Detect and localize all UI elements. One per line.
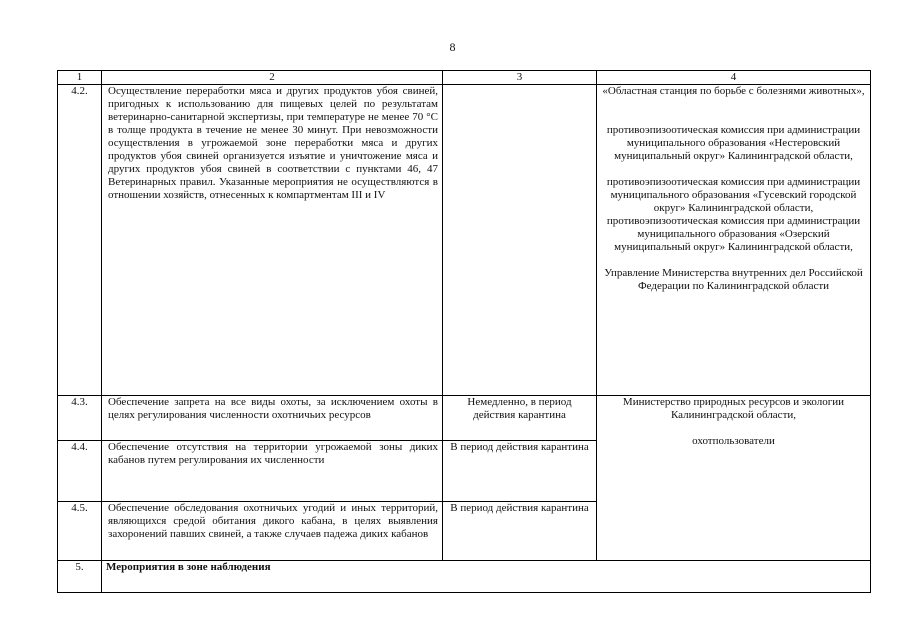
page-number: 8 — [449, 40, 456, 54]
measure-description: Обеспечение обследования охотничьих угодий и иных территорий, являющихся средой обитания дикого кабана, в целях выявления захоронений павших свиней, а также случаев падежа диких кабанов — [102, 502, 443, 561]
row-number: 4.5. — [58, 502, 102, 561]
header-col-3: 3 — [443, 71, 597, 85]
table-header-row — [58, 71, 871, 85]
row-number: 4.3. — [58, 396, 102, 441]
responsible-text: охотпользователи — [692, 435, 775, 447]
responsible-cell — [597, 396, 871, 561]
measure-term — [443, 85, 597, 396]
responsible-cell — [597, 85, 871, 396]
responsible-text: противоэпизоотическая комиссия при администрации муниципального образования «Нестеровский муниципальный округ» Калининградской области, — [606, 124, 861, 162]
header-col-4: 4 — [597, 71, 871, 85]
table-row — [58, 561, 871, 593]
section-heading: Мероприятия в зоне наблюдения — [102, 561, 871, 593]
row-number: 4.4. — [58, 441, 102, 502]
responsible-text: Министерство природных ресурсов и экологии Калининградской области, — [622, 396, 845, 421]
measure-description: Обеспечение отсутствия на территории угрожаемой зоны диких кабанов путем регулирования их численности — [102, 441, 443, 502]
measure-term: В период действия карантина — [443, 441, 597, 502]
table-row — [58, 85, 871, 396]
table-row — [58, 396, 871, 441]
row-number: 4.2. — [58, 85, 102, 396]
measure-description: Обеспечение запрета на все виды охоты, за исключением охоты в целях регулирования численности охотничьих ресурсов — [102, 396, 443, 441]
header-col-2: 2 — [102, 71, 443, 85]
responsible-text: противоэпизоотическая комиссия при администрации муниципального образования «Озерский муниципальный округ» Калининградской области, — [606, 215, 861, 253]
responsible-text: противоэпизоотическая комиссия при администрации муниципального образования «Гусевский городской округ» Калининградской области, — [606, 176, 861, 214]
measures-table — [57, 70, 871, 593]
responsible-text: «Областная станция по борьбе с болезнями животных», — [602, 85, 865, 97]
measure-description: Осуществление переработки мяса и других продуктов убоя свиней, пригодных к использованию для пищевых целей по результатам ветеринарно-санитарной экспертизы, при температуре не менее 70 °С в толще продукта в течение не менее 30 минут. При невозможности осуществления в угрожаемой зоне переработки мяса и других продуктов убоя свиней организуется изъятие и уничтожение мяса и других продуктов убоя свиней в соответствии с пунктами 46, 47 Ветеринарных правил. Указанные мероприятия не осуществляются в отношении хозяйств, отнесенных к компартментам III и IV — [102, 85, 443, 396]
header-col-1: 1 — [58, 71, 102, 85]
measure-term: Немедленно, в период действия карантина — [443, 396, 597, 441]
row-number: 5. — [58, 561, 102, 593]
measure-term: В период действия карантина — [443, 502, 597, 561]
responsible-text: Управление Министерства внутренних дел Российской Федерации по Калининградской области — [604, 267, 863, 292]
